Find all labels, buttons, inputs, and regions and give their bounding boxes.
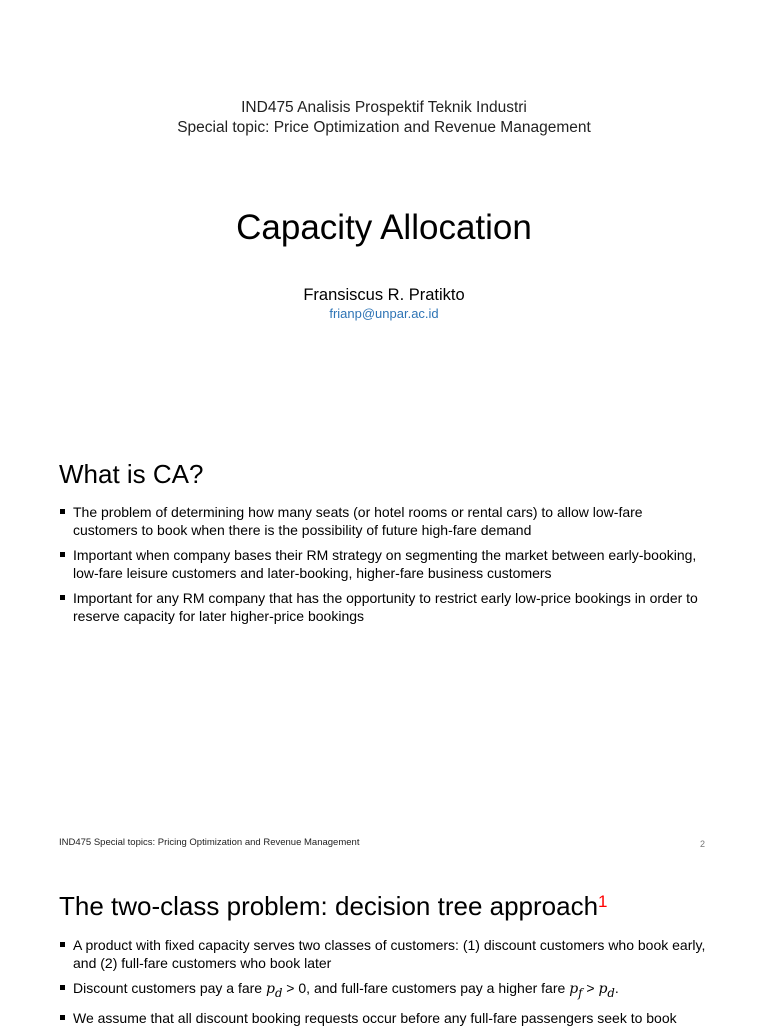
bullet-text-d: . (614, 980, 619, 996)
bullet-text: Important for any RM company that has the opportunity to restrict early low-price bookings in order to reserve capacity for later higher-price bookings (73, 590, 698, 624)
slide-heading-what-is-ca: What is CA? (59, 459, 204, 489)
list-item (59, 589, 709, 625)
list-item (59, 1009, 709, 1027)
math-var: p (598, 981, 608, 997)
course-header (0, 98, 768, 138)
bullet-square-icon (60, 1015, 65, 1020)
bullet-square-icon (60, 942, 65, 947)
bullet-square-icon (60, 509, 65, 514)
math-sub: f (578, 985, 583, 1000)
what-is-ca-bullet-list (59, 503, 709, 632)
math-var: p (569, 981, 579, 997)
course-title-line: IND475 Analisis Prospektif Teknik Industri (241, 99, 527, 116)
presentation-title: Capacity Allocation (236, 208, 532, 247)
math-p-d (265, 981, 283, 1000)
heading-text: The two-class problem: decision tree approach (59, 891, 599, 921)
bullet-text-a: Discount customers pay a fare (73, 980, 266, 996)
list-item (59, 503, 709, 539)
bullet-square-icon (60, 985, 65, 990)
author-name: Fransiscus R. Pratikto (303, 286, 465, 304)
math-sub: d (607, 985, 615, 1000)
math-p-d (598, 981, 615, 1000)
bullet-text: We assume that all discount booking requests occur before any full-fare passengers seek to book (73, 1009, 677, 1026)
page-number: 2 (700, 839, 706, 849)
bullet-text: A product with fixed capacity serves two classes of customers: (1) discount customers who book early, and (2) full-fare customers who book later (73, 937, 706, 971)
course-topic-line: Special topic: Price Optimization and Revenue Management (177, 119, 591, 136)
list-item (59, 546, 709, 582)
email-row (0, 305, 768, 323)
bullet-text: The problem of determining how many seats (or hotel rooms or rental cars) to allow low-fare customers to book when there is the possibility of future high-fare demand (73, 504, 643, 538)
slide-footer: IND475 Special topics: Pricing Optimization and Revenue Management (59, 837, 360, 848)
math-var: p (265, 981, 275, 997)
math-p-f (569, 981, 583, 1000)
slide-heading-two-class-problem (59, 890, 608, 922)
footnote-marker: 1 (598, 892, 608, 911)
bullet-text-b: > 0, and full-fare customers pay a higher fare (282, 980, 570, 996)
bullet-square-icon (60, 552, 65, 557)
bullet-text-c: > (582, 980, 599, 996)
list-item (59, 979, 709, 1002)
list-item (59, 936, 709, 972)
author-email-link[interactable]: frianp@unpar.ac.id (329, 306, 439, 321)
two-class-bullet-list (59, 936, 709, 1034)
bullet-square-icon (60, 595, 65, 600)
bullet-text: Important when company bases their RM strategy on segmenting the market between early-booking, low-fare leisure customers and later-booking, higher-fare business customers (73, 547, 697, 581)
math-sub: d (274, 985, 283, 1000)
